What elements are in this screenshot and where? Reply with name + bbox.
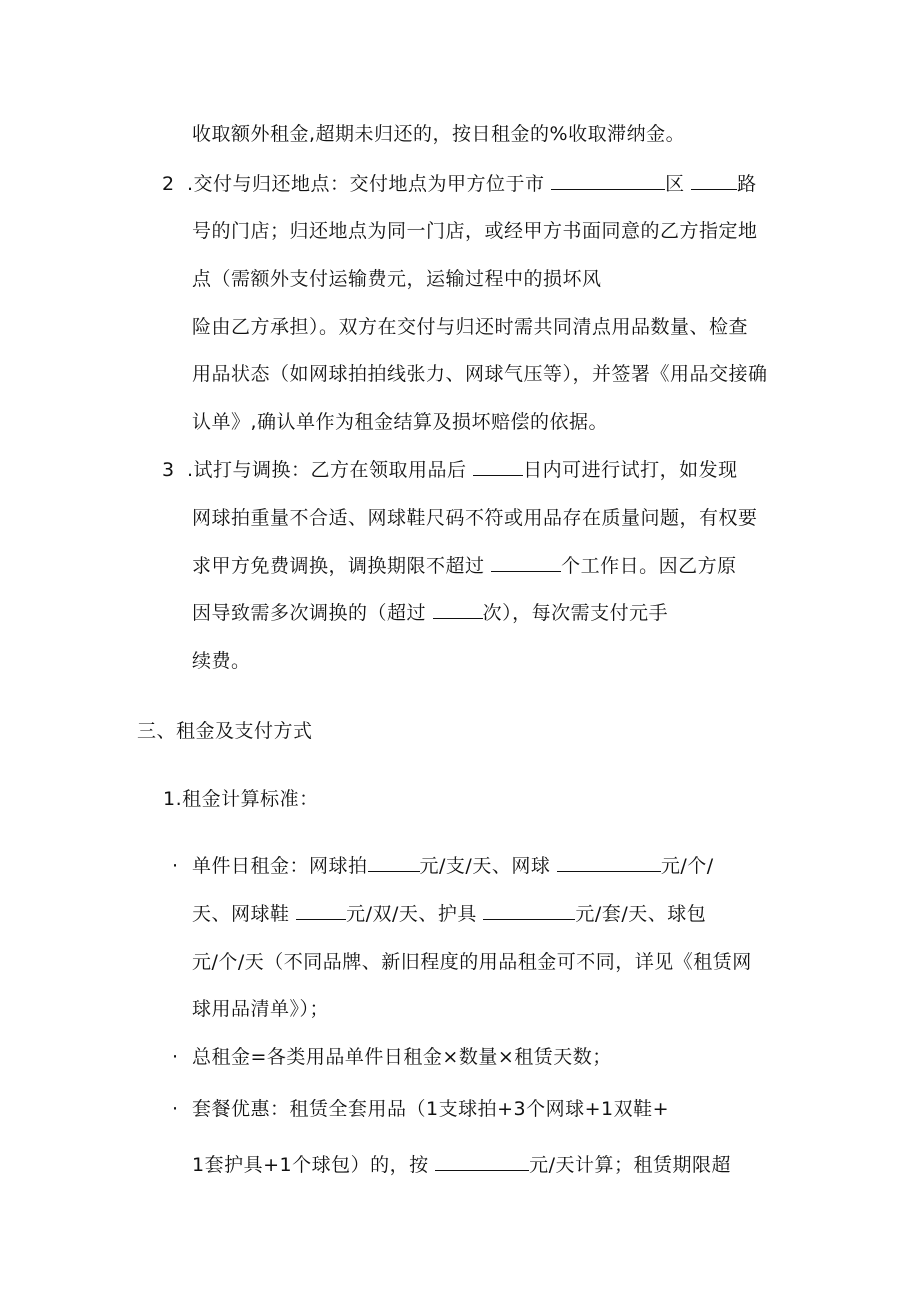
- bullet-dot: ·: [172, 855, 179, 877]
- blank-field-road[interactable]: [691, 171, 737, 190]
- clause-3-line-5: 续费。: [192, 650, 251, 672]
- clause-2-line-2: 号的门店；归还地点为同一门店，或经甲方书面同意的乙方指定地: [192, 220, 758, 242]
- blank-field-times[interactable]: [433, 600, 483, 619]
- bullet-dot: ·: [172, 1046, 179, 1068]
- bullet-1-line-4: 球用品清单》）；: [192, 998, 330, 1020]
- clause-2-line-1: .交付与归还地点：交付地点为甲方位于市 区 路: [187, 173, 757, 195]
- clause-number: 2: [162, 173, 175, 195]
- bullet-1-line-1: 单件日租金：网球拍 元/支/天、网球 元/个/: [192, 855, 714, 877]
- clause-3-line-3: 求甲方免费调换，调换期限不超过 个工作日。因乙方原: [192, 555, 737, 577]
- clause-3-line-4: 因导致需多次调换的（超过 次），每次需支付元手: [192, 602, 669, 624]
- blank-field-shoe-price[interactable]: [296, 901, 346, 920]
- blank-field-ball-price[interactable]: [557, 853, 661, 872]
- blank-field-city[interactable]: [551, 171, 665, 190]
- blank-field-days[interactable]: [473, 457, 523, 476]
- sub-heading: 1.租金计算标准：: [163, 788, 319, 810]
- blank-field-package-price[interactable]: [435, 1152, 529, 1171]
- section-heading: 三、租金及支付方式: [137, 720, 313, 742]
- clause-text-line: 收取额外租金,超期未归还的，按日租金的%收取滞纳金。: [192, 123, 686, 145]
- bullet-2-text: 总租金=各类用品单件日租金×数量×租赁天数；: [192, 1046, 612, 1068]
- blank-field-racket-price[interactable]: [368, 853, 420, 872]
- bullet-3-line-1: 套餐优惠：租赁全套用品（1支球拍+3个网球+1双鞋+: [192, 1098, 670, 1120]
- clause-2-line-6: 认单》,确认单作为租金结算及损坏赔偿的依据。: [192, 411, 609, 433]
- blank-field-workdays[interactable]: [491, 553, 561, 572]
- clause-2-line-5: 用品状态（如网球拍拍线张力、网球气压等），并签署《用品交接确: [192, 363, 768, 385]
- bullet-3-line-2: 1套护具+1个球包）的，按 元/天计算；租赁期限超: [192, 1154, 732, 1176]
- bullet-1-line-3: 元/个/天（不同品牌、新旧程度的用品租金可不同，详见《租赁网: [192, 951, 752, 973]
- clause-2-line-4: 险由乙方承担）。双方在交付与归还时需共同清点用品数量、检查: [192, 316, 749, 338]
- clause-2-line-3: 点（需额外支付运输费元，运输过程中的损坏风: [192, 268, 602, 290]
- clause-3-line-1: .试打与调换：乙方在领取用品后 日内可进行试打，如发现: [187, 459, 738, 481]
- clause-3-line-2: 网球拍重量不合适、网球鞋尺码不符或用品存在质量问题，有权要: [192, 507, 758, 529]
- blank-field-guard-price[interactable]: [483, 901, 575, 920]
- clause-number: 3: [162, 459, 175, 481]
- bullet-dot: ·: [172, 1098, 179, 1120]
- bullet-1-line-2: 天、网球鞋 元/双/天、护具 元/套/天、球包: [192, 903, 707, 925]
